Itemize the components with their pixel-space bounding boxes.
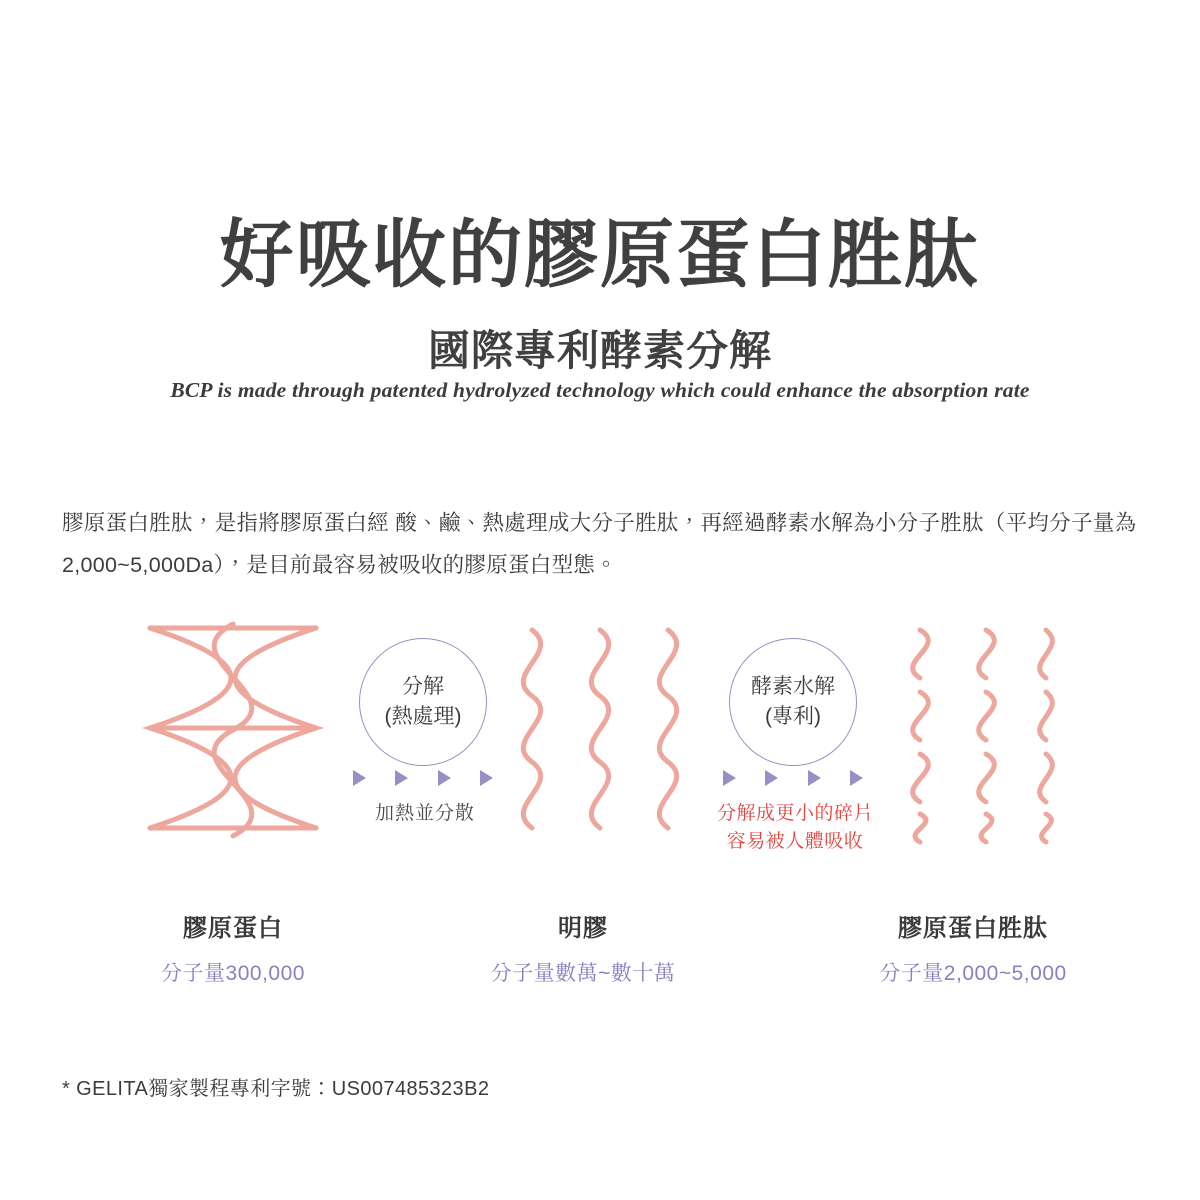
arrow-right-icon bbox=[395, 770, 408, 786]
stage-3-name: 膠原蛋白胜肽 bbox=[898, 915, 1048, 942]
conversion-2-line2: (專利) bbox=[765, 705, 821, 728]
patent-footnote: * GELITA獨家製程專利字號：US007485323B2 bbox=[62, 1078, 490, 1100]
stage-peptide-illustration bbox=[890, 618, 1070, 858]
stage-2-weight: 分子量數萬~數十萬 bbox=[490, 962, 676, 985]
conversion-2-line1: 酵素水解 bbox=[751, 675, 835, 698]
page-subtitle: 國際專利酵素分解 bbox=[427, 326, 772, 374]
arrow-right-icon bbox=[438, 770, 451, 786]
collagen-breakdown-diagram bbox=[0, 618, 1200, 998]
arrow-right-icon bbox=[480, 770, 493, 786]
arrow-right-icon bbox=[808, 770, 821, 786]
conversion-1-note: 加熱並分散 bbox=[374, 803, 475, 824]
stage-3-label bbox=[808, 908, 1138, 987]
stage-collagen-illustration bbox=[138, 618, 328, 858]
stage-2-name: 明膠 bbox=[558, 915, 608, 942]
arrow-right-icon bbox=[353, 770, 366, 786]
conversion-2-note-line1: 分解成更小的碎片 bbox=[716, 803, 873, 824]
arrow-right-icon bbox=[850, 770, 863, 786]
conversion-1-circle bbox=[359, 638, 487, 766]
page-title: 好吸收的膠原蛋白胜肽 bbox=[220, 212, 980, 296]
stage-1-name: 膠原蛋白 bbox=[183, 915, 283, 942]
intro-paragraph: 膠原蛋白胜肽，是指將膠原蛋白經 酸、鹼、熱處理成大分子胜肽，再經過酵素水解為小分子胜肽（平均分子量為2,000~5,000Da），是目前最容易被吸收的膠原蛋白型態。 bbox=[62, 510, 1137, 577]
stage-gelatin-illustration bbox=[510, 618, 690, 858]
conversion-2-note bbox=[705, 800, 885, 856]
conversion-1-line1: 分解 bbox=[402, 675, 444, 698]
arrow-right-icon bbox=[723, 770, 736, 786]
stage-1-weight: 分子量300,000 bbox=[161, 962, 305, 985]
conversion-step-1 bbox=[345, 618, 525, 868]
stage-2-label bbox=[418, 908, 748, 987]
conversion-2-note-line2: 容易被人體吸收 bbox=[726, 831, 864, 852]
stage-1-label bbox=[68, 908, 398, 987]
conversion-1-arrows bbox=[353, 770, 493, 786]
conversion-2-circle bbox=[729, 638, 857, 766]
conversion-1-line2: (熱處理) bbox=[384, 705, 462, 728]
arrow-right-icon bbox=[765, 770, 778, 786]
stage-3-weight: 分子量2,000~5,000 bbox=[879, 962, 1067, 985]
english-tagline: BCP is made through patented hydrolyzed technology which could enhance the absorption rate bbox=[170, 378, 1030, 402]
conversion-2-arrows bbox=[723, 770, 863, 786]
conversion-step-2 bbox=[715, 618, 895, 868]
